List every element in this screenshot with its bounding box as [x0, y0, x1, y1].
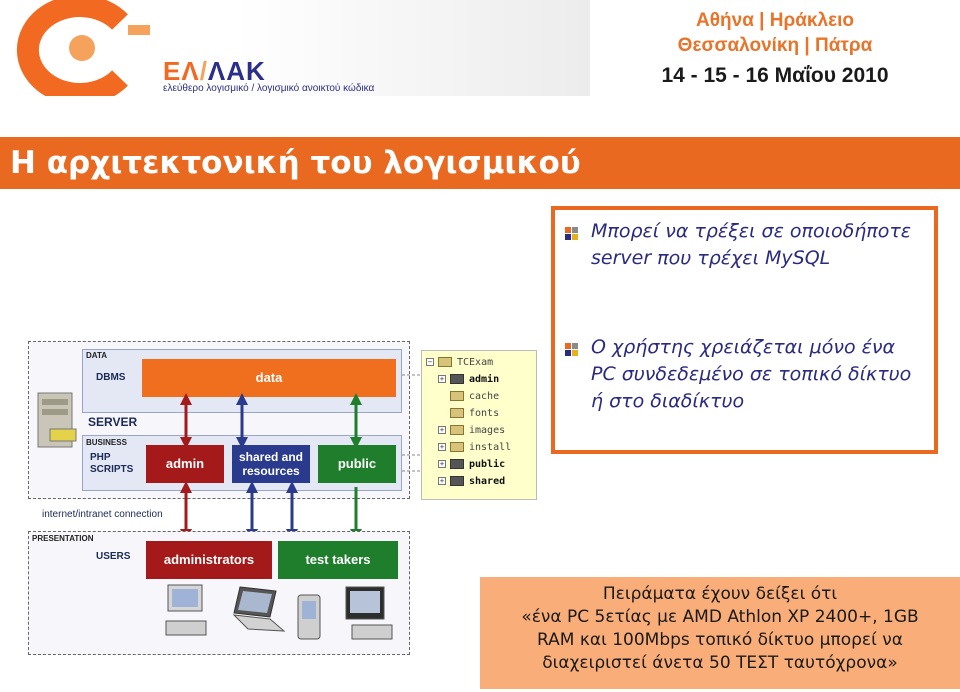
logo-tagline: ελεύθερο λογισμικό / λογισμικό ανοικτού κώδικα	[163, 83, 375, 94]
note-line: RAM και 100Mbps τοπικό δίκτυο μπορεί να	[537, 630, 903, 650]
bullet-text: Μπορεί να τρέξει σε οποιοδήποτε server που τρέχει MySQL	[591, 220, 912, 269]
administrators-box: administrators	[146, 541, 272, 579]
ellak-logo-icon	[0, 0, 170, 96]
tree-row: + install	[439, 441, 512, 453]
public-box: public	[318, 445, 396, 483]
title-bar	[0, 137, 960, 189]
laptop-icon	[226, 583, 288, 639]
monitor-pc-icon	[342, 585, 398, 643]
users-label: USERS	[96, 551, 131, 562]
tree-row: + admin	[439, 373, 500, 385]
note-line: «ένα PC 5ετίας με AMD Athlon XP 2400+, 1GB	[521, 607, 919, 627]
bullet-square-icon	[565, 227, 578, 240]
tree-row: + images	[439, 424, 506, 436]
tree-row: cache	[438, 388, 499, 404]
presentation-zone-label: PRESENTATION	[32, 534, 94, 543]
header-logo-area	[0, 0, 590, 96]
header-banner	[0, 0, 960, 96]
bullet-box	[551, 206, 938, 454]
note-line: Πειράματα έχουν δείξει ότι	[602, 584, 838, 604]
connection-label: internet/intranet connection	[42, 509, 163, 520]
cities-line-2: Θεσσαλονίκη | Πάτρα	[677, 35, 873, 56]
tree-row: − TCExam	[427, 356, 494, 368]
conference-info	[590, 0, 960, 96]
note-text	[480, 583, 960, 675]
data-zone-label: DATA	[86, 351, 108, 360]
bullet-item	[565, 334, 925, 415]
architecture-diagram	[26, 337, 546, 657]
test-takers-box: test takers	[278, 541, 398, 579]
directory-tree	[421, 350, 537, 500]
slide-title: Η αρχιτεκτονική του λογισμικού	[10, 145, 581, 181]
php-scripts-label: PHP SCRIPTS	[90, 452, 134, 475]
dbms-label: DBMS	[96, 372, 126, 383]
desktop-pc-icon	[162, 581, 210, 643]
business-zone-label: BUSINESS	[86, 438, 127, 447]
logo-wordmark: ΕΛ/ΛΑΚ	[163, 56, 266, 86]
data-box: data	[142, 359, 396, 397]
tree-row: + shared	[439, 475, 506, 487]
tree-row: fonts	[438, 405, 499, 421]
tree-row: + public	[439, 458, 506, 470]
shared-resources-box: shared and resources	[232, 445, 310, 483]
note-line: διαχειριστεί άνετα 50 ΤΕΣΤ ταυτόχρονα»	[542, 653, 898, 673]
bullet-item	[565, 218, 925, 272]
cities-line-1: Αθήνα | Ηράκλειο	[696, 10, 854, 31]
server-label: SERVER	[88, 415, 138, 429]
admin-box: admin	[146, 445, 224, 483]
conference-dates: 14 - 15 - 16 Μαΐου 2010	[661, 64, 889, 87]
bullet-square-icon	[565, 343, 578, 356]
pda-icon	[294, 593, 324, 643]
bullet-text: Ο χρήστης χρειάζεται μόνο ένα PC συνδεδεμένο σε τοπικό δίκτυο ή στο διαδίκτυο	[591, 336, 912, 412]
note-box	[480, 577, 960, 689]
